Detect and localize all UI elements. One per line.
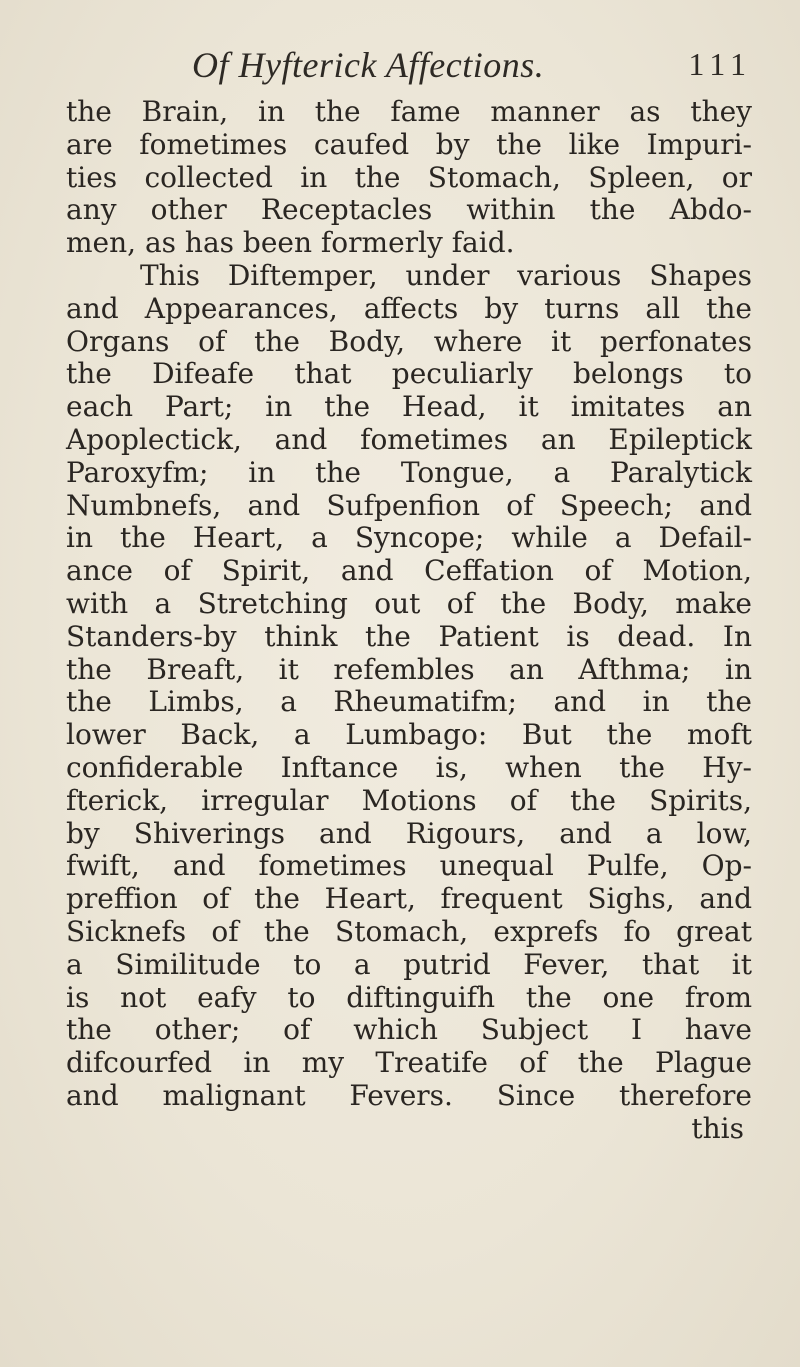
text-line: a Similitude to a putrid Fever, that it xyxy=(66,947,752,981)
text-line: Standers-by think the Patient is dead. In xyxy=(66,619,752,653)
text-line: by Shiverings and Rigours, and a low, xyxy=(66,816,752,850)
text-line: is not eafy to diftinguifh the one from xyxy=(66,980,752,1014)
text-line: the Difeafe that peculiarly belongs to xyxy=(66,357,752,391)
text-line: Apoplectick, and fometimes an Epileptick xyxy=(66,422,752,456)
text-line: Paroxyfm; in the Tongue, a Paralytick xyxy=(66,455,752,489)
text-line: Organs of the Body, where it perfonates xyxy=(66,324,752,358)
text-line: any other Receptacles within the Abdo- xyxy=(66,193,752,227)
text-line: fterick, irregular Motions of the Spirits, xyxy=(66,783,752,817)
catchword: this xyxy=(691,1111,744,1145)
page-header xyxy=(192,44,752,88)
text-line: with a Stretching out of the Body, make xyxy=(66,586,752,620)
text-line: are fometimes caufed by the like Impuri- xyxy=(66,127,752,161)
text-line: the Breaft, it refembles an Afthma; in xyxy=(66,652,752,686)
body-text xyxy=(66,96,752,1146)
text-line: in the Heart, a Syncope; while a Defail- xyxy=(66,521,752,555)
text-line: Sicknefs of the Stomach, exprefs fo great xyxy=(66,914,752,948)
text-line: men, as has been formerly faid. xyxy=(66,226,515,260)
text-line: and malignant Fevers. Since therefore xyxy=(66,1078,752,1112)
text-line: preffion of the Heart, frequent Sighs, and xyxy=(66,882,752,916)
text-line: ties collected in the Stomach, Spleen, or xyxy=(66,160,752,194)
text-line: and Appearances, affects by turns all the xyxy=(66,291,752,325)
running-title: Of Hyfterick Affections. xyxy=(192,45,545,85)
text-line: Numbnefs, and Sufpenfion of Speech; and xyxy=(66,488,752,522)
text-line: the Limbs, a Rheumatifm; and in the xyxy=(66,685,752,719)
text-line: confiderable Inftance is, when the Hy- xyxy=(66,750,752,784)
text-line: the other; of which Subject I have xyxy=(66,1013,752,1047)
text-line: the Brain, in the fame manner as they xyxy=(66,95,752,128)
text-line: difcourfed in my Treatife of the Plague xyxy=(66,1046,752,1080)
text-line: each Part; in the Head, it imitates an xyxy=(66,390,752,424)
text-line: fwift, and fometimes unequal Pulfe, Op- xyxy=(66,849,752,883)
text-line: lower Back, a Lumbago: But the moft xyxy=(66,718,752,752)
page-number: 111 xyxy=(688,46,752,82)
text-line: ance of Spirit, and Ceffation of Motion, xyxy=(66,554,752,588)
paragraph-first-line: This Diftemper, under various Shapes xyxy=(140,258,752,292)
